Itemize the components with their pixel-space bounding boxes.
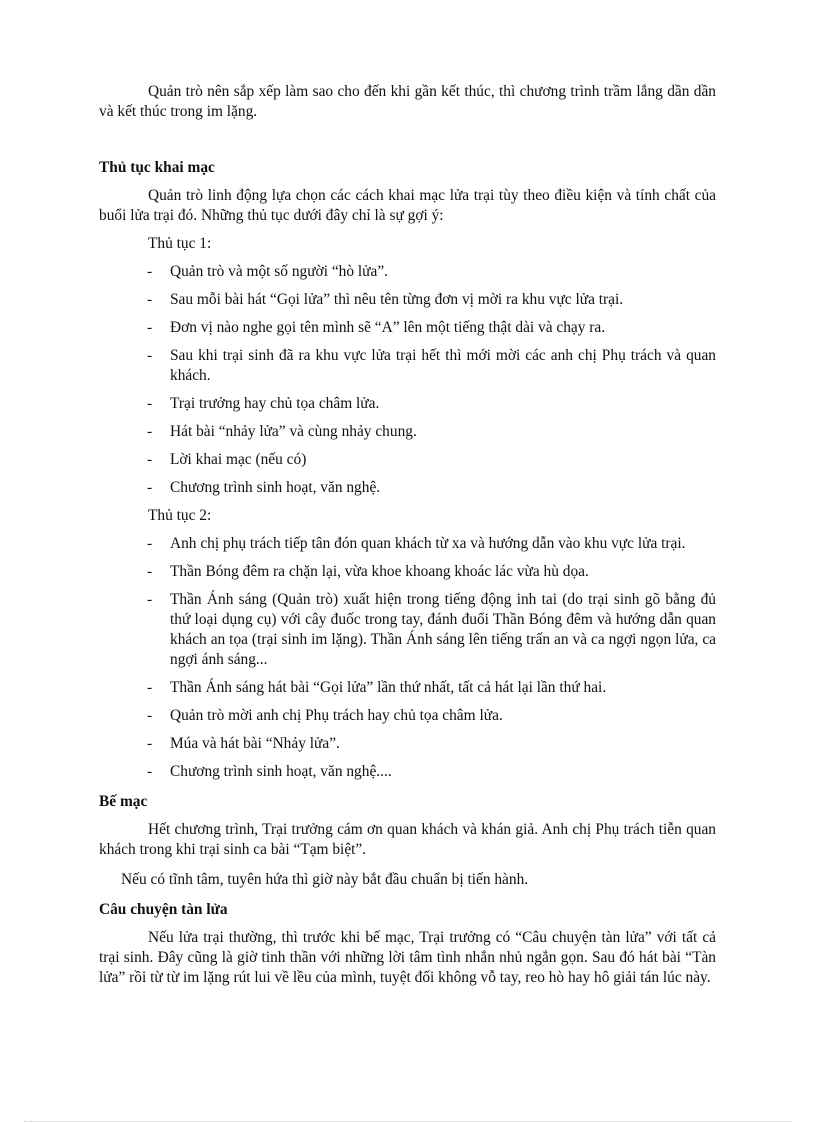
list-item	[99, 394, 716, 414]
list-item-text: Múa và hát bài “Nhảy lửa”.	[170, 735, 340, 752]
page-bottom-divider	[24, 1121, 792, 1122]
list-item	[99, 346, 716, 386]
procedure2-label: Thủ tục 2:	[148, 507, 212, 524]
procedure1-label: Thủ tục 1:	[148, 235, 212, 252]
ember-story-heading: Câu chuyện tàn lửa	[99, 901, 228, 918]
list-item	[99, 590, 716, 670]
closing-heading: Bế mạc	[99, 793, 148, 810]
dash-bullet: -	[147, 679, 153, 696]
list-item	[99, 422, 716, 442]
opening-paragraph: Quản trò linh động lựa chọn các cách khai mạc lửa trại tùy theo điều kiện và tính chất của buổi lửa trại đó. Những thủ tục dưới đây chỉ là sự gợi ý:	[99, 187, 716, 224]
dash-bullet: -	[147, 591, 153, 608]
dash-bullet: -	[147, 763, 153, 780]
procedure2-list	[99, 534, 716, 782]
dash-bullet: -	[147, 563, 153, 580]
dash-bullet: -	[147, 291, 153, 308]
list-item-text: Thần Ánh sáng hát bài “Gọi lửa” lần thứ nhất, tất cả hát lại lần thứ hai.	[170, 679, 607, 696]
dash-bullet: -	[147, 535, 153, 552]
opening-heading: Thủ tục khai mạc	[99, 159, 215, 176]
list-item-text: Chương trình sinh hoạt, văn nghệ....	[170, 763, 392, 780]
list-item	[99, 318, 716, 338]
list-item	[99, 706, 716, 726]
list-item	[99, 262, 716, 282]
list-item	[99, 478, 716, 498]
list-item-text: Sau khi trại sinh đã ra khu vực lửa trại hết thì mới mời các anh chị Phụ trách và quan khách.	[170, 347, 716, 384]
list-item	[99, 678, 716, 698]
list-item-text: Quản trò và một số người “hò lửa”.	[170, 263, 389, 280]
dash-bullet: -	[147, 319, 153, 336]
list-item	[99, 290, 716, 310]
ember-story-paragraph: Nếu lửa trại thường, thì trước khi bế mạc, Trại trưởng có “Câu chuyện tàn lửa” với tất cả trại sinh. Đây cũng là giờ tinh thần với những lời tâm tình nhắn nhủ ngắn gọn. Sau đó hát bài “Tàn lửa” rồi từ từ im lặng rút lui về lều của mình, tuyệt đối không vỗ tay, reo hò hay hô giải tán lúc này.	[99, 929, 716, 986]
dash-bullet: -	[147, 423, 153, 440]
dash-bullet: -	[147, 707, 153, 724]
list-item	[99, 450, 716, 470]
closing-note: Nếu có tĩnh tâm, tuyên hứa thì giờ này bắt đầu chuẩn bị tiến hành.	[121, 871, 529, 888]
list-item-text: Sau mỗi bài hát “Gọi lửa” thì nêu tên từng đơn vị mời ra khu vực lửa trại.	[170, 291, 624, 308]
document-page	[99, 82, 716, 988]
list-item-text: Đơn vị nào nghe gọi tên mình sẽ “A” lên một tiếng thật dài và chạy ra.	[170, 319, 606, 336]
list-item-text: Hát bài “nhảy lửa” và cùng nhảy chung.	[170, 423, 417, 440]
dash-bullet: -	[147, 451, 153, 468]
list-item-text: Thần Ánh sáng (Quản trò) xuất hiện trong tiếng động inh tai (do trại sinh gõ bằng đủ thứ loại dụng cụ) với cây đuốc trong tay, đánh đuổi Thần Bóng đêm và hướng dẫn quan khách an tọa (trại sinh im lặng). Thần Ánh sáng lên tiếng trấn an và ca ngợi ngọn lửa, ca ngợi ánh sáng...	[170, 591, 716, 668]
list-item	[99, 734, 716, 754]
list-item-text: Quản trò mời anh chị Phụ trách hay chủ tọa châm lửa.	[170, 707, 503, 724]
list-item-text: Lời khai mạc (nếu có)	[170, 451, 307, 468]
list-item	[99, 562, 716, 582]
list-item-text: Chương trình sinh hoạt, văn nghệ.	[170, 479, 381, 496]
dash-bullet: -	[147, 735, 153, 752]
dash-bullet: -	[147, 347, 153, 364]
procedure1-list	[99, 262, 716, 498]
dash-bullet: -	[147, 479, 153, 496]
dash-bullet: -	[147, 263, 153, 280]
list-item-text: Thần Bóng đêm ra chặn lại, vừa khoe khoang khoác lác vừa hù dọa.	[170, 563, 589, 580]
closing-paragraph: Hết chương trình, Trại trưởng cám ơn quan khách và khán giả. Anh chị Phụ trách tiễn quan khách trong khi trại sinh ca bài “Tạm biệt”.	[99, 821, 716, 858]
list-item	[99, 534, 716, 554]
list-item-text: Anh chị phụ trách tiếp tân đón quan khách từ xa và hướng dẫn vào khu vực lửa trại.	[170, 535, 686, 552]
list-item	[99, 762, 716, 782]
list-item-text: Trại trưởng hay chủ tọa châm lửa.	[170, 395, 380, 412]
dash-bullet: -	[147, 395, 153, 412]
intro-paragraph: Quản trò nên sắp xếp làm sao cho đến khi gần kết thúc, thì chương trình trầm lắng dần dần và kết thúc trong im lặng.	[99, 83, 716, 120]
